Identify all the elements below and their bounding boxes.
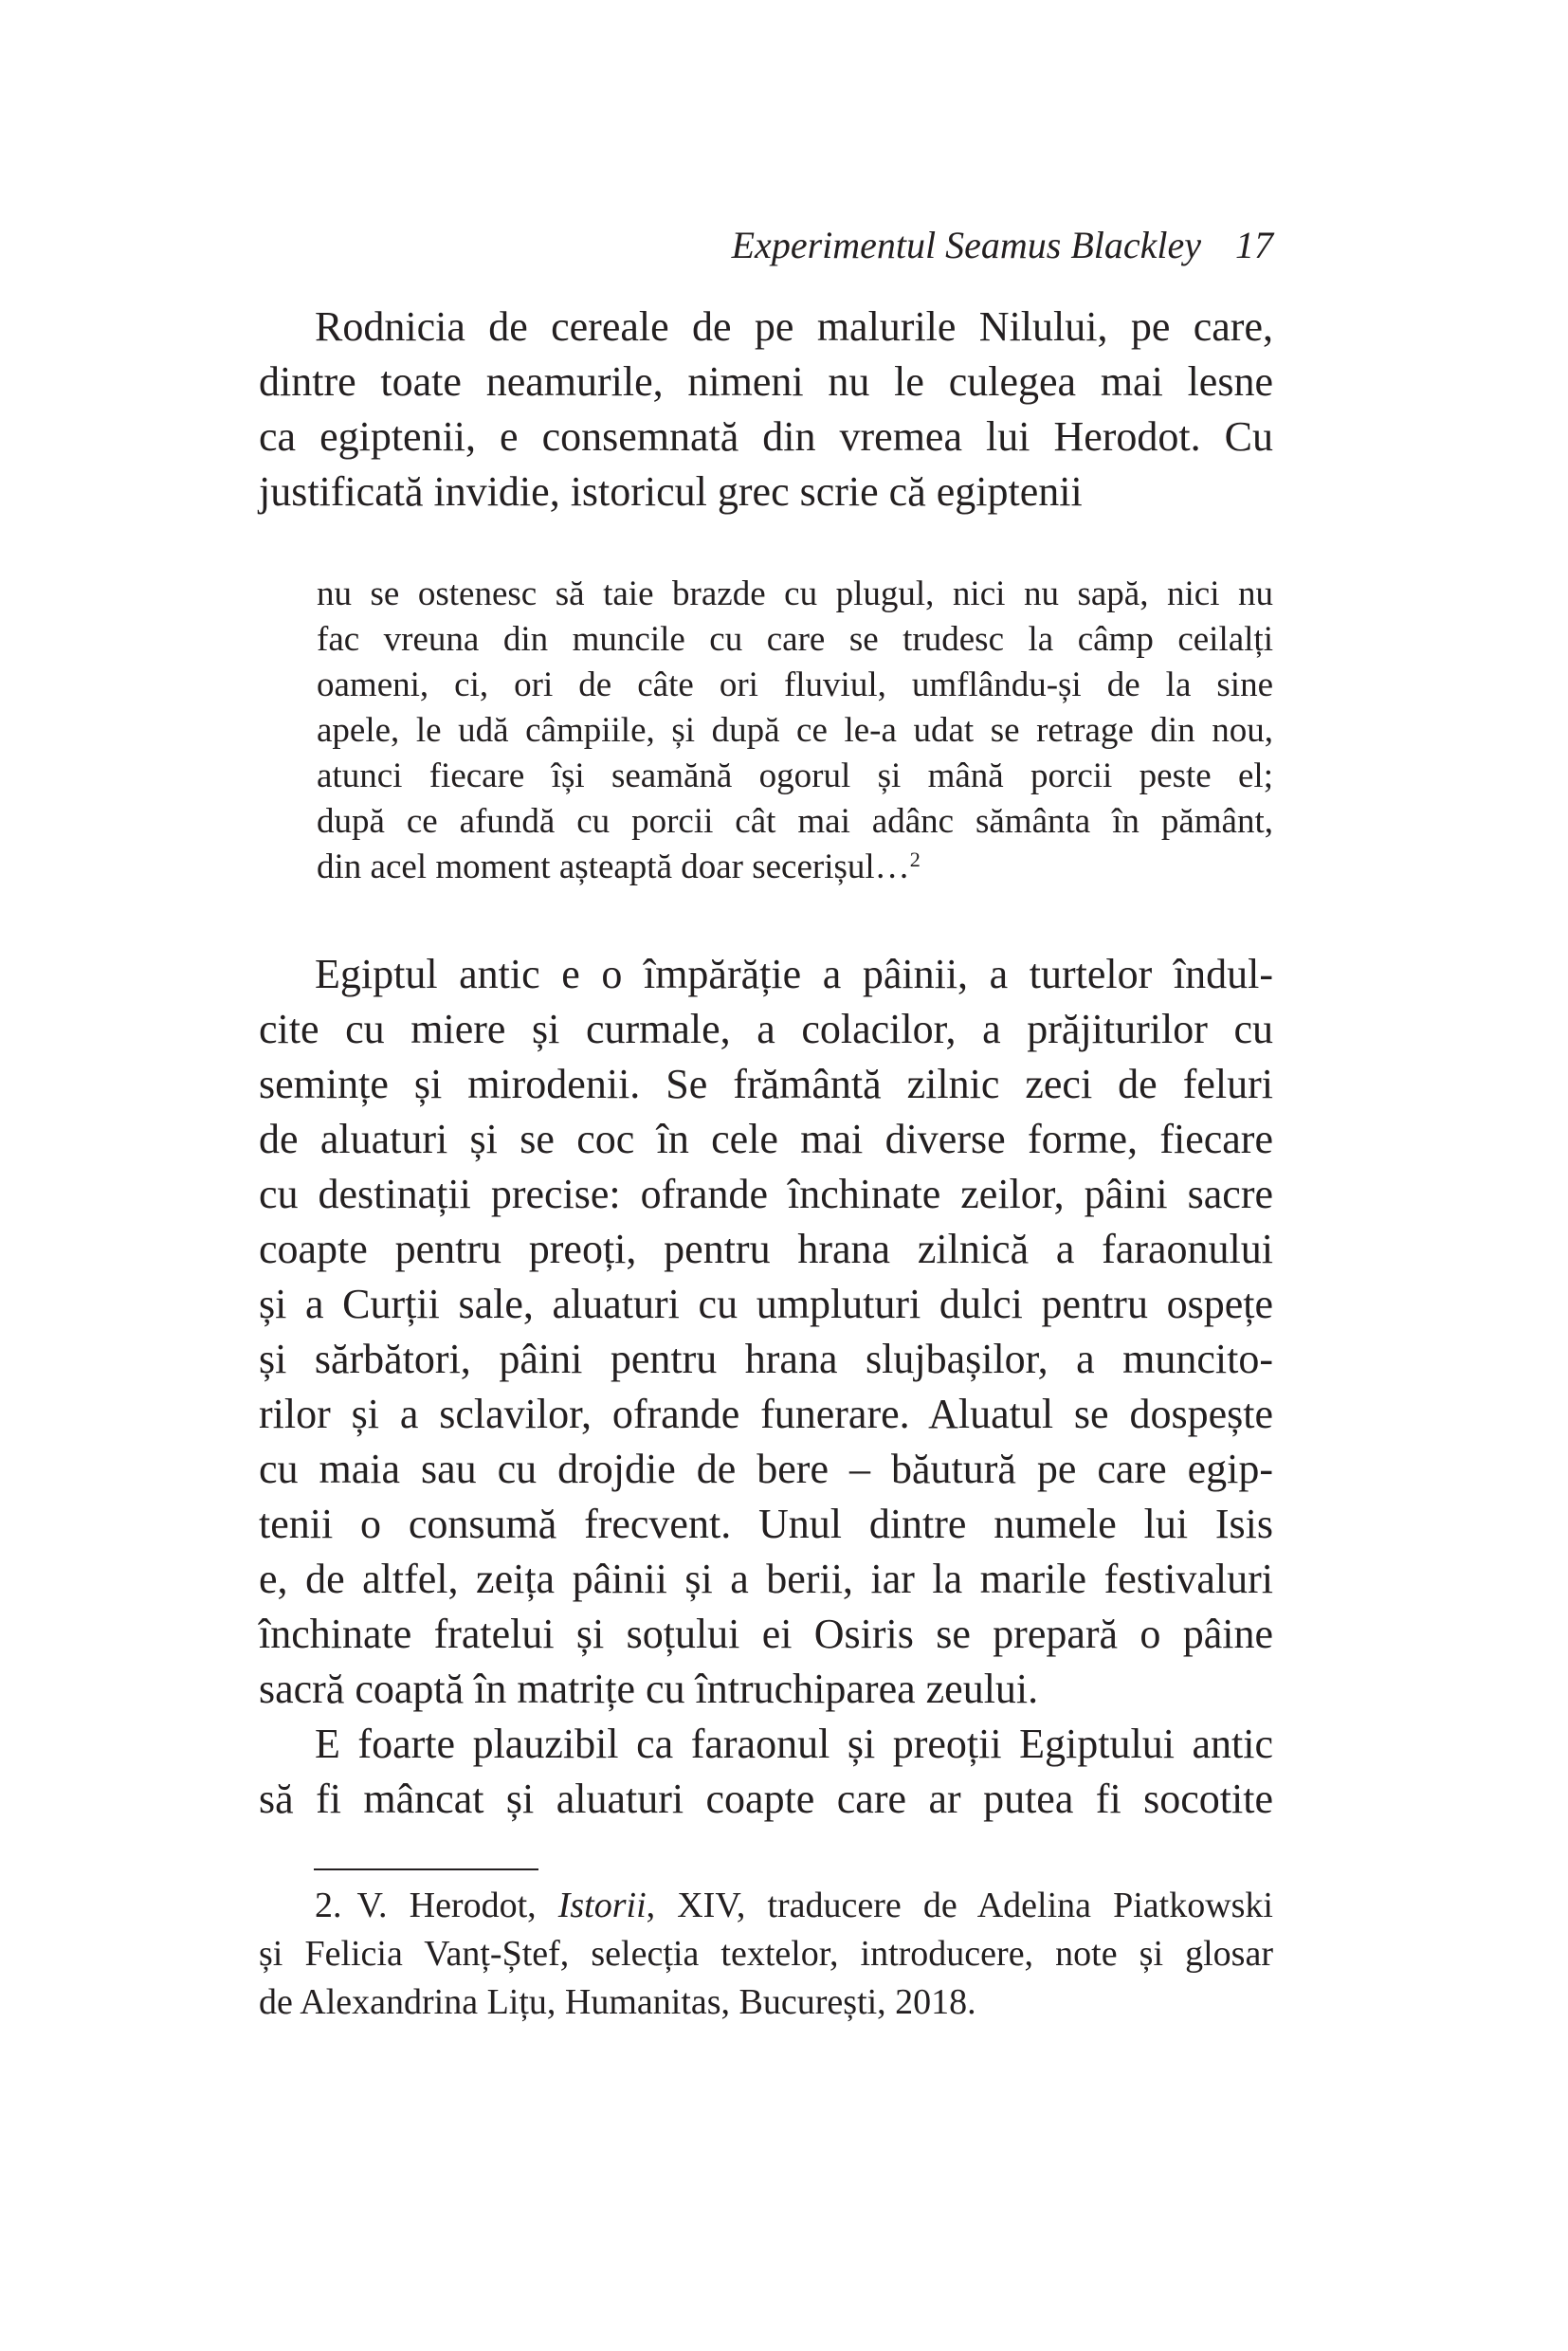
- quote-line: fac vreuna din muncile cu care se trudesc la câmp ceilalți: [317, 620, 1273, 659]
- quote-line: atunci fiecare își seamănă ogorul și mână porcii peste el;: [317, 756, 1273, 795]
- paragraph-3-line: E foarte plauzibil ca faraonul și preoții Egiptului antic: [315, 1721, 1273, 1767]
- text-line: rilor și a sclavilor, ofrande funerare. Aluatul se dospește: [259, 1391, 1273, 1437]
- quote-line-last: [317, 845, 1273, 890]
- footnote-text: V. Herodot,: [356, 1886, 558, 1925]
- text-line: sacră coaptă în matrițe cu întruchiparea zeului.: [259, 1666, 1039, 1712]
- running-header: [664, 222, 1273, 269]
- text-line: cu maia sau cu drojdie de bere – băutură pe care egip-: [259, 1446, 1273, 1492]
- text-line: cu destinații precise: ofrande închinate zeilor, pâini sacre: [259, 1171, 1273, 1217]
- footnote-text: , XIV, traducere de Adelina Piatkowski: [646, 1886, 1273, 1925]
- book-title: Istorii: [557, 1886, 647, 1925]
- quote-line: după ce afundă cu porcii cât mai adânc sământa în pământ,: [317, 802, 1273, 841]
- paragraph-1: [259, 300, 1273, 519]
- text-line: semințe și mirodenii. Se frământă zilnic zeci de feluri: [259, 1061, 1273, 1107]
- text-line: cite cu miere și curmale, a colacilor, a prăjiturilor cu: [259, 1006, 1273, 1052]
- quote-text: din acel moment așteaptă doar secerișul…: [317, 847, 910, 886]
- block-quote: [317, 572, 1273, 890]
- text-line: tenii o consumă frecvent. Unul dintre numele lui Isis: [259, 1501, 1273, 1547]
- quote-line: apele, le udă câmpiile, și după ce le-a udat se retrage din nou,: [317, 711, 1273, 750]
- text-line: și sărbători, pâini pentru hrana slujbașilor, a muncito-: [259, 1336, 1273, 1382]
- text-line: Egiptul antic e o împărăție a pâinii, a turtelor îndul-: [315, 951, 1273, 997]
- quote-line: nu se ostenesc să taie brazde cu plugul, nici nu sapă, nici nu: [317, 574, 1273, 613]
- text-line: dintre toate neamurile, nimeni nu le culegea mai lesne: [259, 358, 1273, 405]
- text-line: și a Curții sale, aluaturi cu umpluturi dulci pentru ospețe: [259, 1281, 1273, 1327]
- paragraph-2: [259, 947, 1273, 1827]
- text-line: justificată invidie, istoricul grec scrie că egiptenii: [259, 468, 1083, 515]
- footnote-line: [259, 1882, 1273, 1930]
- footnote-line: de Alexandrina Lițu, Humanitas, București, 2018.: [259, 1982, 976, 2022]
- footnote-number: 2.: [315, 1886, 342, 1925]
- text-line: închinate fratelui și soțului ei Osiris se prepară o pâine: [259, 1611, 1273, 1657]
- footnote-divider: [314, 1868, 538, 1870]
- running-title: Experimentul Seamus Blackley: [731, 224, 1201, 266]
- text-line: Rodnicia de cereale de pe malurile Nilului, pe care,: [315, 303, 1273, 350]
- text-line: e, de altfel, zeița pâinii și a berii, iar la marile festivaluri: [259, 1556, 1273, 1602]
- quote-line: oameni, ci, ori de câte ori fluviul, umflându-și de la sine: [317, 665, 1273, 704]
- text-line: de aluaturi și se coc în cele mai diverse forme, fiecare: [259, 1116, 1273, 1162]
- footnote-reference[interactable]: 2: [909, 847, 921, 871]
- page-number: 17: [1235, 224, 1273, 266]
- text-line: coapte pentru preoți, pentru hrana zilnică a faraonului: [259, 1226, 1273, 1272]
- footnote-line: și Felicia Vanț-Ștef, selecția textelor, introducere, note și glosar: [259, 1934, 1273, 1974]
- text-line: ca egiptenii, e consemnată din vremea lui Herodot. Cu: [259, 413, 1273, 460]
- footnote: [259, 1882, 1273, 2027]
- paragraph-3-line: să fi mâncat și aluaturi coapte care ar putea fi socotite: [259, 1776, 1273, 1822]
